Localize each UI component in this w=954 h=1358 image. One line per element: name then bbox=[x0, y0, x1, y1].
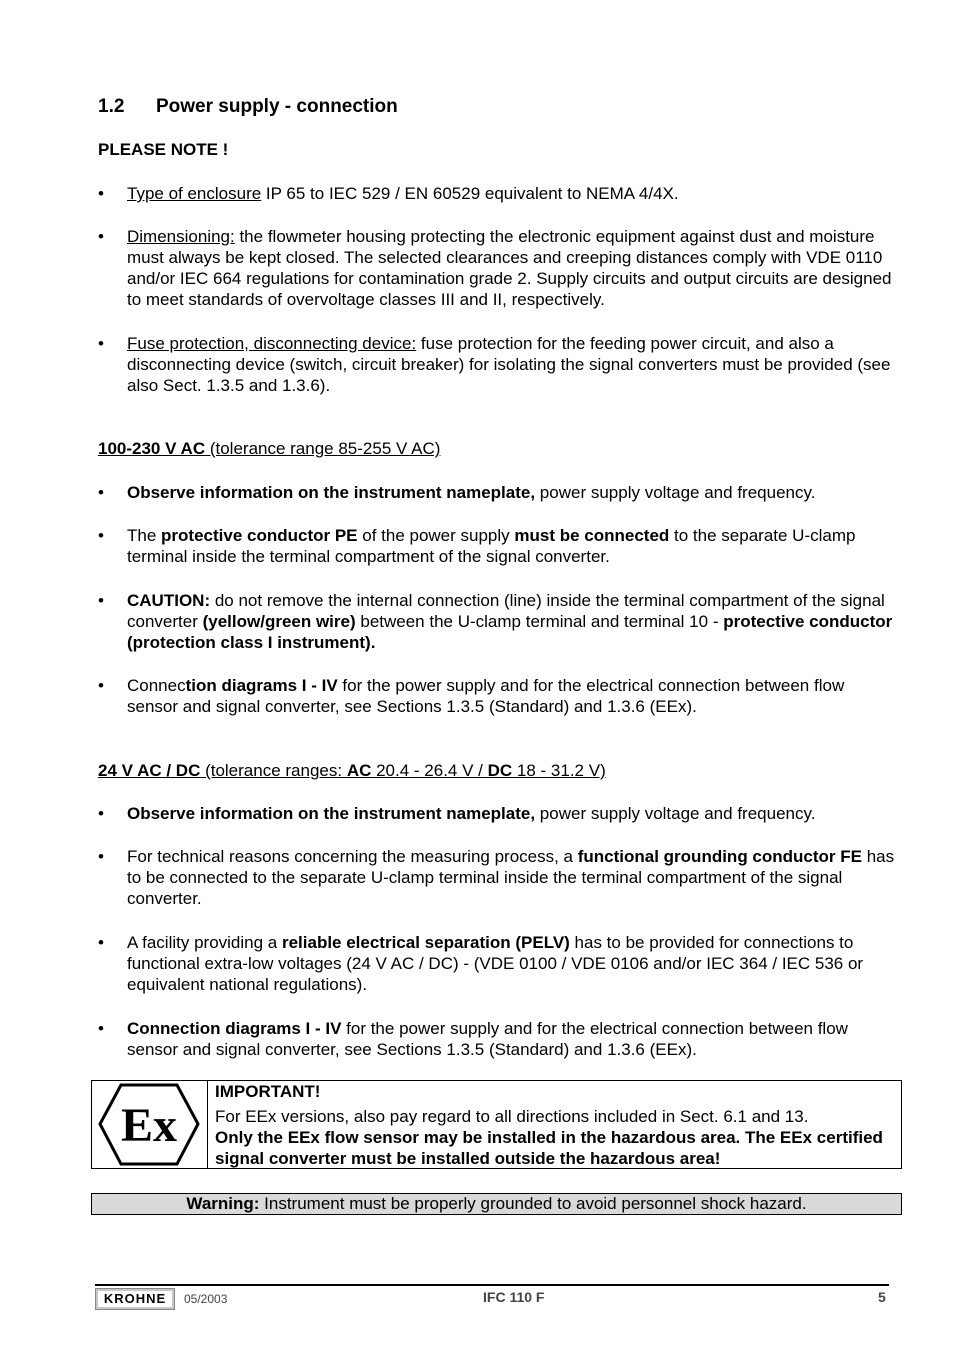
page-number: 5 bbox=[878, 1289, 886, 1305]
bullet-dot: • bbox=[98, 676, 104, 695]
bullet-dot: • bbox=[98, 483, 104, 502]
note-lead: Fuse protection, disconnecting device: bbox=[127, 334, 417, 353]
bullet-dot: • bbox=[98, 847, 104, 866]
item-text: to the separate U-clamp terminal inside the terminal compartment of the signal converter. bbox=[127, 526, 856, 566]
item-text: do not remove the internal connection (line) inside the terminal compartment of the signal converter bbox=[127, 591, 885, 631]
item-bold: protective conductor PE bbox=[161, 526, 358, 545]
item-text: for the power supply and for the electrical connection between flow sensor and signal converter, see Sections 1.3.5 (Standard) and 1.3.6 (EEx). bbox=[127, 676, 845, 716]
bullet-dot: • bbox=[98, 334, 104, 353]
bullet-dot: • bbox=[98, 227, 104, 246]
footer-date: 05/2003 bbox=[184, 1292, 228, 1306]
item-bold: Connection diagrams I - IV bbox=[127, 1019, 342, 1038]
important-line1: For EEx versions, also pay regard to all directions included in Sect. 6.1 and 13. bbox=[215, 1107, 809, 1126]
ac-heading-bold: 100-230 V AC bbox=[98, 439, 206, 458]
item-text: power supply voltage and frequency. bbox=[535, 804, 816, 823]
bullet-dot: • bbox=[98, 526, 104, 545]
item-bold: tion diagrams I - IV bbox=[185, 676, 338, 695]
note-heading: PLEASE NOTE ! bbox=[98, 140, 229, 159]
bullet-dot: • bbox=[98, 591, 104, 610]
note-text: IP 65 to IEC 529 / EN 60529 equivalent to NEMA 4/4X. bbox=[261, 184, 679, 203]
brand-text: KROHNE bbox=[98, 1291, 172, 1307]
dc-heading bbox=[98, 760, 606, 781]
item-text: has to be connected to the separate U-clamp terminal inside the terminal compartment of the signal converter. bbox=[127, 847, 895, 908]
footer-rule bbox=[95, 1284, 889, 1286]
dc-heading-rest: 18 - 31.2 V) bbox=[512, 761, 606, 780]
important-text bbox=[215, 1081, 895, 1169]
bullet-dot: • bbox=[98, 933, 104, 952]
item-bold: functional grounding conductor FE bbox=[577, 847, 862, 866]
item-text: power supply voltage and frequency. bbox=[535, 483, 816, 502]
dc-heading-dc: DC bbox=[487, 761, 513, 780]
note-enclosure bbox=[127, 183, 897, 204]
warning-text: Instrument must be properly grounded to avoid personnel shock hazard. bbox=[259, 1194, 807, 1213]
ac-heading bbox=[98, 438, 440, 459]
item-text: for the power supply and for the electrical connection between flow sensor and signal converter, see Sections 1.3.5 (Standard) and 1.3.6 (EEx). bbox=[127, 1019, 848, 1059]
ac-item-caution bbox=[127, 590, 897, 653]
item-bold: Observe information on the instrument nameplate, bbox=[127, 804, 536, 823]
item-text: between the U-clamp terminal and terminal 10 - bbox=[355, 612, 724, 631]
item-text: A facility providing a bbox=[127, 933, 282, 952]
section-title: Power supply - connection bbox=[156, 96, 398, 117]
dc-item-nameplate bbox=[127, 803, 897, 824]
dc-item-fe bbox=[127, 846, 897, 909]
ex-logo-text: Ex bbox=[120, 1099, 178, 1152]
item-bold: must be connected bbox=[514, 526, 670, 545]
item-text: For technical reasons concerning the measuring process, a bbox=[127, 847, 578, 866]
item-bold: Observe information on the instrument nameplate, bbox=[127, 483, 536, 502]
bullet-dot: • bbox=[98, 1019, 104, 1038]
dc-item-pelv bbox=[127, 932, 897, 995]
ac-item-diagrams bbox=[127, 675, 897, 717]
note-lead: Type of enclosure bbox=[127, 184, 262, 203]
important-title: IMPORTANT! bbox=[215, 1082, 321, 1101]
important-box bbox=[91, 1080, 902, 1169]
dc-heading-rest: (tolerance ranges: bbox=[200, 761, 347, 780]
ac-item-nameplate bbox=[127, 482, 897, 503]
bullet-dot: • bbox=[98, 804, 104, 823]
item-text: has to be provided for connections to functional extra-low voltages (24 V AC / DC) - (VDE 0100 / VDE 0106 and/or IEC 364 / IEC 536 or equivalent national regulations). bbox=[127, 933, 864, 994]
dc-heading-bold: 24 V AC / DC bbox=[98, 761, 201, 780]
item-text: Connec bbox=[127, 676, 186, 695]
dc-item-diagrams bbox=[127, 1018, 897, 1060]
warning-bar bbox=[91, 1193, 902, 1215]
section-number: 1.2 bbox=[98, 96, 125, 117]
item-bold: (yellow/green wire) bbox=[202, 612, 356, 631]
note-fuse bbox=[127, 333, 897, 396]
item-bold: reliable electrical separation (PELV) bbox=[281, 933, 570, 952]
note-text: fuse protection for the feeding power circuit, and also a disconnecting device (switch, circuit breaker) for isolating the signal converters must be provided (see also Sect. 1.3.5 and 1.3.6). bbox=[127, 334, 891, 395]
item-bold: CAUTION: bbox=[127, 591, 211, 610]
ac-heading-rest: (tolerance range 85-255 V AC) bbox=[205, 439, 441, 458]
bullet-dot: • bbox=[98, 184, 104, 203]
section-heading bbox=[98, 95, 398, 118]
ac-item-pe bbox=[127, 525, 897, 567]
dc-heading-ac: AC bbox=[346, 761, 372, 780]
ex-logo-cell bbox=[92, 1081, 208, 1168]
item-text: of the power supply bbox=[357, 526, 515, 545]
krohne-logo bbox=[95, 1288, 175, 1310]
note-text: the flowmeter housing protecting the electronic equipment against dust and moisture must always be kept closed. The selected clearances and creeping distances comply with VDE 0110 and/or IEC 664 regulations for contamination grade 2. Supply circuits and output circuits are designed to meet standards of overvoltage classes III and II, respectively. bbox=[127, 227, 892, 309]
item-bold: protective conductor (protection class I instrument). bbox=[127, 612, 893, 652]
note-dimensioning bbox=[127, 226, 897, 310]
ex-hazard-icon bbox=[92, 1081, 206, 1168]
footer-model: IFC 110 F bbox=[483, 1289, 545, 1305]
dc-heading-rest: 20.4 - 26.4 V / bbox=[371, 761, 488, 780]
warning-label: Warning: bbox=[186, 1194, 260, 1213]
item-text: The bbox=[127, 526, 162, 545]
note-lead: Dimensioning: bbox=[127, 227, 235, 246]
important-line2: Only the EEx flow sensor may be installed in the hazardous area. The EEx certified signal converter must be installed outside the hazardous area! bbox=[215, 1128, 883, 1168]
